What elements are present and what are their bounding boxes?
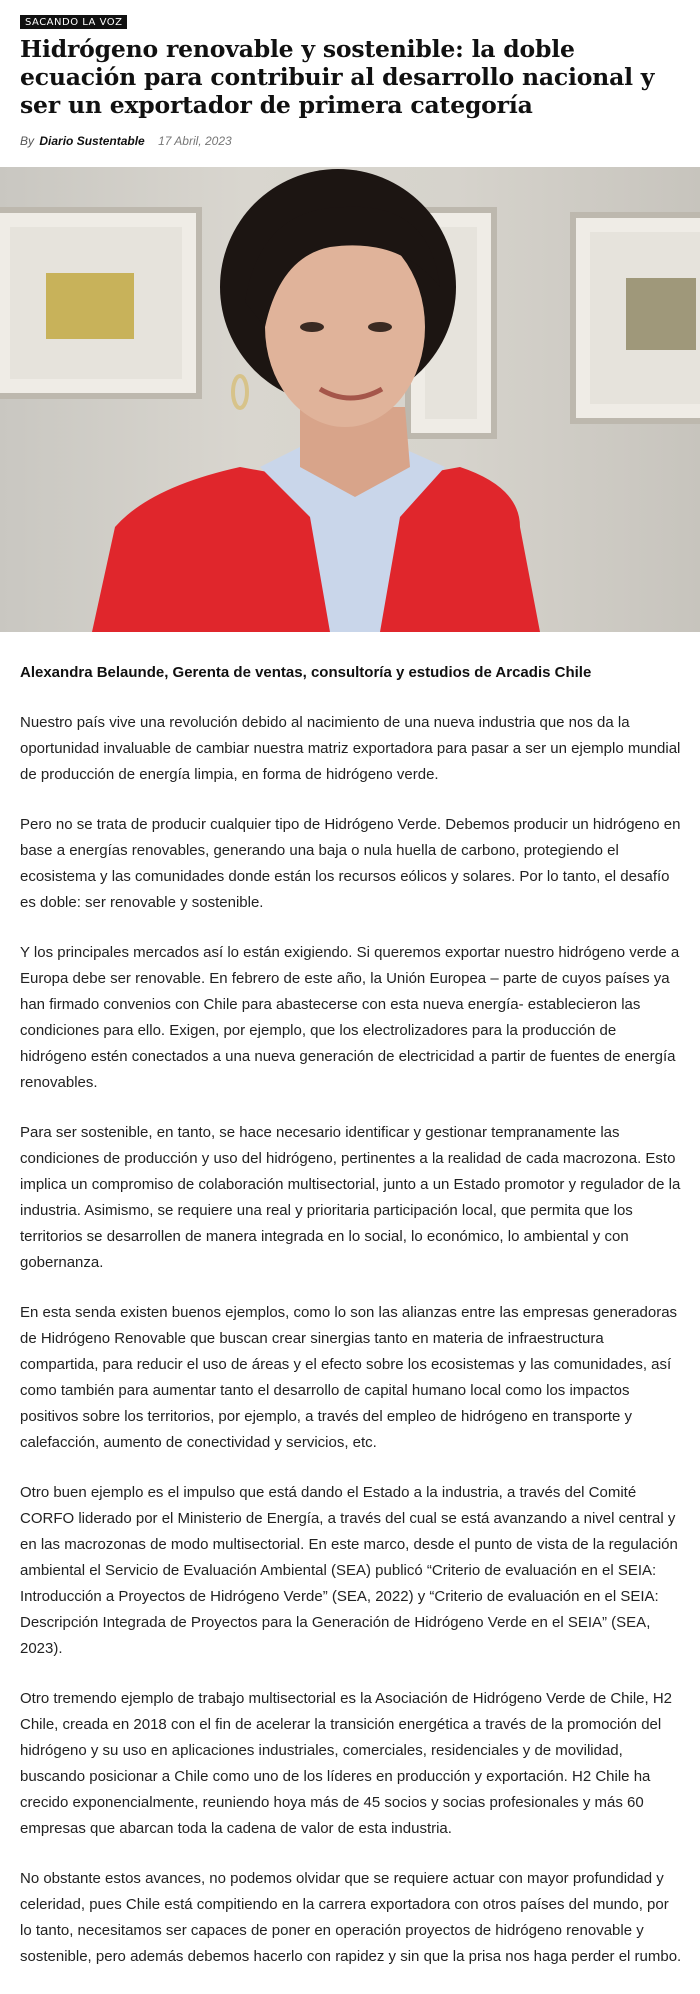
article-lead: Alexandra Belaunde, Gerenta de ventas, consultoría y estudios de Arcadis Chile bbox=[20, 664, 592, 681]
category-badge[interactable]: SACANDO LA VOZ bbox=[20, 15, 127, 29]
publish-date: 17 Abril, 2023 bbox=[158, 134, 232, 148]
earring bbox=[233, 376, 247, 408]
hero-photo bbox=[0, 167, 700, 632]
article-body bbox=[20, 660, 682, 1994]
portrait bbox=[0, 167, 700, 632]
article-header bbox=[0, 0, 700, 150]
paragraph-8: No obstante estos avances, no podemos olvidar que se requiere actuar con mayor profundidad y celeridad, pues Chile está compitiendo en la carrera exportadora con otros países del mundo, por lo tanto, necesitamos ser capaces de poner en operación proyectos de hidrógeno renovable y sostenible, pero además debemos hacerlo con rapidez y sin que la prisa nos haga perder el rumbo. bbox=[20, 1870, 682, 1965]
by-label: By bbox=[20, 134, 35, 148]
right-eye bbox=[368, 322, 392, 332]
paragraph-2: Pero no se trata de producir cualquier tipo de Hidrógeno Verde. Debemos producir un hidrógeno en base a energías renovables, generando una baja o nula huella de carbono, protegiendo el ecosistema y las comunidades donde están los recursos eólicos y solares. Por lo tanto, el desafío es doble: ser renovable y sostenible. bbox=[20, 816, 681, 911]
paragraph-1: Nuestro país vive una revolución debido al nacimiento de una nueva industria que nos da la oportunidad invaluable de cambiar nuestra matriz exportadora para pasar a ser un ejemplo mundial de producción de energía limpia, en forma de hidrógeno verde. bbox=[20, 714, 681, 783]
article-meta bbox=[20, 134, 680, 150]
paragraph-4: Para ser sostenible, en tanto, se hace necesario identificar y gestionar tempranamente las condiciones de producción y uso del hidrógeno, pertinentes a la realidad de cada macrozona. Esto implica un compromiso de colaboración multisectorial, junto a un Estado promotor y regulador de la industria. Asimismo, se requiere una real y prioritaria participación local, que permita que los territorios se desarrollen de manera integrada en lo social, lo económico, lo ambiental y con gobernanza. bbox=[20, 1124, 681, 1271]
left-eye bbox=[300, 322, 324, 332]
paragraph-5: En esta senda existen buenos ejemplos, como lo son las alianzas entre las empresas generadoras de Hidrógeno Renovable que buscan crear sinergias tanto en materia de infraestructura compartida, para reducir el uso de áreas y el efecto sobre los ecosistemas y las comunidades, así como también para aumentar tanto el desarrollo de capital humano local como los impactos positivos sobre los territorios, por ejemplo, a través del empleo de hidrógeno en transporte y calefacción, aumento de conectividad y servicios, etc. bbox=[20, 1304, 678, 1451]
paragraph-7: Otro tremendo ejemplo de trabajo multisectorial es la Asociación de Hidrógeno Verde de Chile, H2 Chile, creada en 2018 con el fin de acelerar la transición energética a través de la promoción del hidrógeno y su uso en aplicaciones industriales, comerciales, residenciales y de movilidad, buscando posicionar a Chile como uno de los líderes en producción y exportación. H2 Chile ha crecido exponencialmente, reuniendo hoya más de 45 socios y socias profesionales y más 60 empresas que abarcan toda la cadena de valor de esta industria. bbox=[20, 1690, 673, 1837]
article-title: Hidrógeno renovable y sostenible: la doble ecuación para contribuir al desarrollo nacional y ser un exportador de primera categoría bbox=[20, 35, 655, 119]
paragraph-3: Y los principales mercados así lo están exigiendo. Si queremos exportar nuestro hidrógeno verde a Europa debe ser renovable. En febrero de este año, la Unión Europea – parte de cuyos países ya han firmado convenios con Chile para abastecerse con esta nueva energía- establecieron las condiciones para ello. Exigen, por ejemplo, que los electrolizadores para la producción de hidrógeno estén conectados a una nueva generación de electricidad a partir de fuentes de energía renovables. bbox=[20, 944, 680, 1091]
author-link[interactable]: Diario Sustentable bbox=[39, 134, 145, 148]
paragraph-6: Otro buen ejemplo es el impulso que está dando el Estado a la industria, a través del Comité CORFO liderado por el Ministerio de Energía, a través del cual se está avanzando a nivel central y en las macrozonas de modo multisectorial. En este marco, desde el punto de vista de la regulación ambiental el Servicio de Evaluación Ambiental (SEA) publicó “Criterio de evaluación en el SEIA: Introducción a Proyectos de Hidrógeno Verde” (SEA, 2022) y “Criterio de evaluación en el SEIA: Descripción Integrada de Proyectos para la Generación de Hidrógeno Verde en el SEIA” (SEA, 2023). bbox=[20, 1484, 678, 1657]
